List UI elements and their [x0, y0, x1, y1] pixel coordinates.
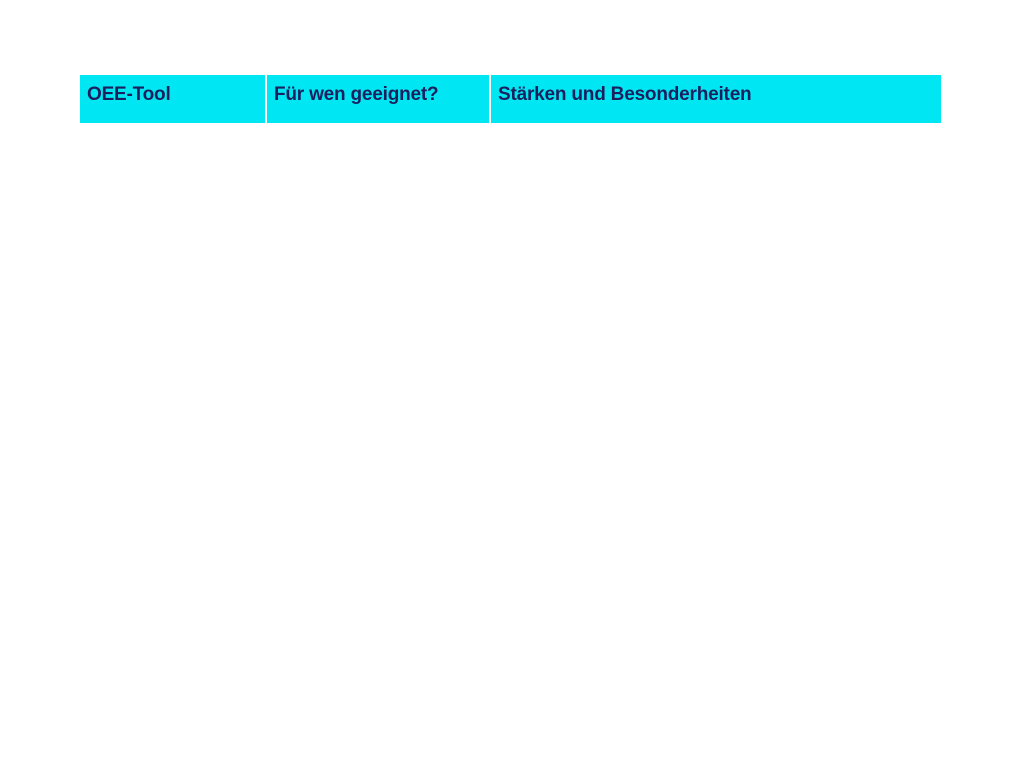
oee-tool-comparison-table [80, 75, 941, 123]
header-target-audience: Für wen geeignet? [266, 75, 490, 123]
header-strengths: Stärken und Besonderheiten [490, 75, 941, 123]
header-oee-tool: OEE-Tool [80, 75, 266, 123]
table-header [80, 75, 941, 123]
header-row [80, 75, 941, 123]
comparison-table-container [80, 75, 941, 123]
